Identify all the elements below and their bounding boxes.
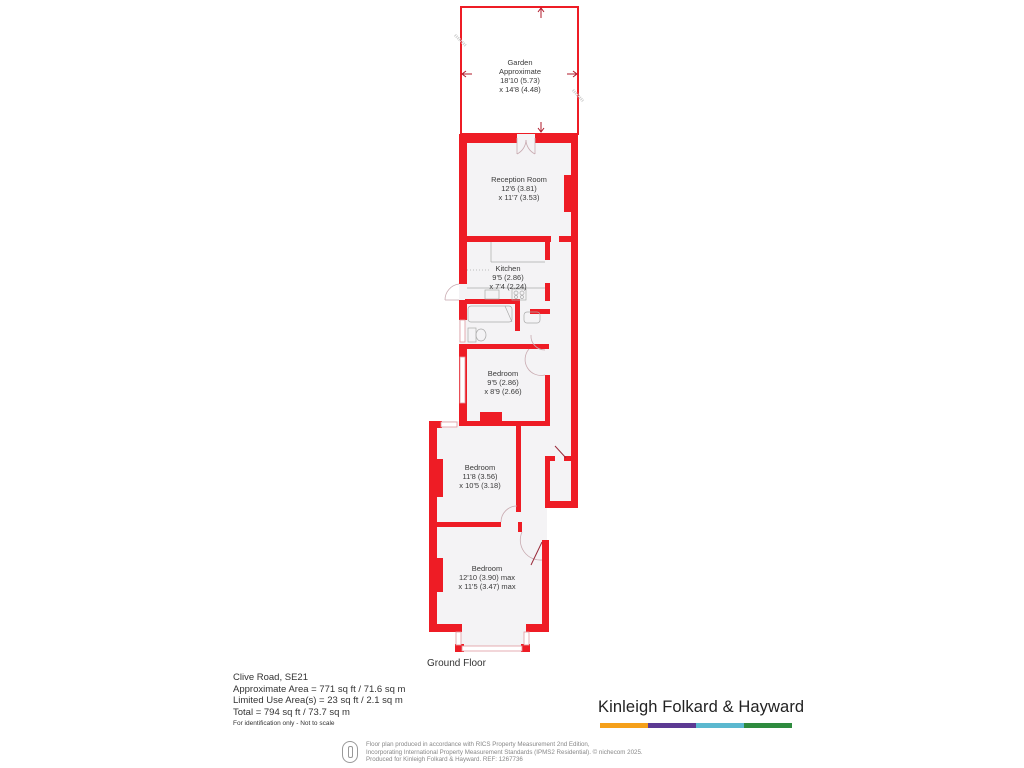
room-dim-2: x 10'5 (3.18) — [459, 481, 501, 490]
room-name: Garden — [507, 58, 533, 67]
room-dim-1: 12'6 (3.81) — [501, 184, 537, 193]
room-dim-2: x 14'8 (4.48) — [499, 85, 541, 94]
room-dim-2: x 7'4 (2.24) — [489, 282, 527, 291]
room-dim-2: x 11'5 (3.47) max — [458, 582, 516, 591]
room-dim-1: 11'8 (3.56) — [462, 472, 498, 481]
total-area: Total = 794 sq ft / 73.7 sq m — [233, 706, 350, 718]
footer-line-1: Floor plan produced in accordance with RICS Property Measurement 2nd Edition, — [366, 741, 590, 748]
room-name: Reception Room — [491, 175, 547, 184]
room-label-bedroom-3 — [458, 564, 515, 591]
room-name: Bedroom — [487, 369, 519, 378]
stripe-purple — [648, 723, 696, 728]
stripe-green — [744, 723, 792, 728]
disclaimer: For identification only - Not to scale — [233, 720, 335, 727]
room-dim-1: 9'5 (2.86) — [492, 273, 524, 282]
address: Clive Road, SE21 — [233, 672, 308, 683]
room-dim-1: 18'10 (5.73) — [500, 76, 540, 85]
info-icon — [342, 741, 358, 763]
floor-label: Ground Floor — [427, 658, 486, 669]
room-label-kitchen — [489, 264, 526, 291]
room-label-garden — [499, 58, 541, 94]
room-name: Kitchen — [495, 264, 521, 273]
room-name: Bedroom — [464, 463, 496, 472]
room-label-reception — [491, 175, 547, 202]
stripe-teal — [696, 723, 744, 728]
brand-logo-text: Kinleigh Folkard & Hayward — [598, 698, 805, 716]
room-name: Bedroom — [471, 564, 503, 573]
stripe-orange — [600, 723, 648, 728]
brand-color-bar — [600, 723, 792, 728]
property-info — [233, 672, 405, 730]
room-dim-2: x 11'7 (3.53) — [498, 193, 540, 202]
room-label-bedroom-2 — [459, 463, 500, 490]
room-label-bedroom-1 — [484, 369, 521, 396]
approx-area: Approximate Area = 771 sq ft / 71.6 sq m — [233, 683, 406, 695]
room-dim-1: 12'10 (3.90) max — [458, 573, 516, 582]
room-subtitle: Approximate — [498, 67, 542, 76]
limited-use-area: Limited Use Area(s) = 23 sq ft / 2.1 sq m — [233, 695, 403, 706]
room-dim-1: 9'5 (2.86) — [487, 378, 519, 387]
footer-line-2: Incorporating International Property Measurement Standards (IPMS2 Residential). © nichecom 2025. — [366, 748, 643, 756]
footer-line-3: Produced for Kinleigh Folkard & Hayward. REF: 1267736 — [366, 756, 523, 764]
room-dim-2: x 8'9 (2.66) — [484, 387, 522, 396]
footer-notes — [366, 741, 643, 764]
